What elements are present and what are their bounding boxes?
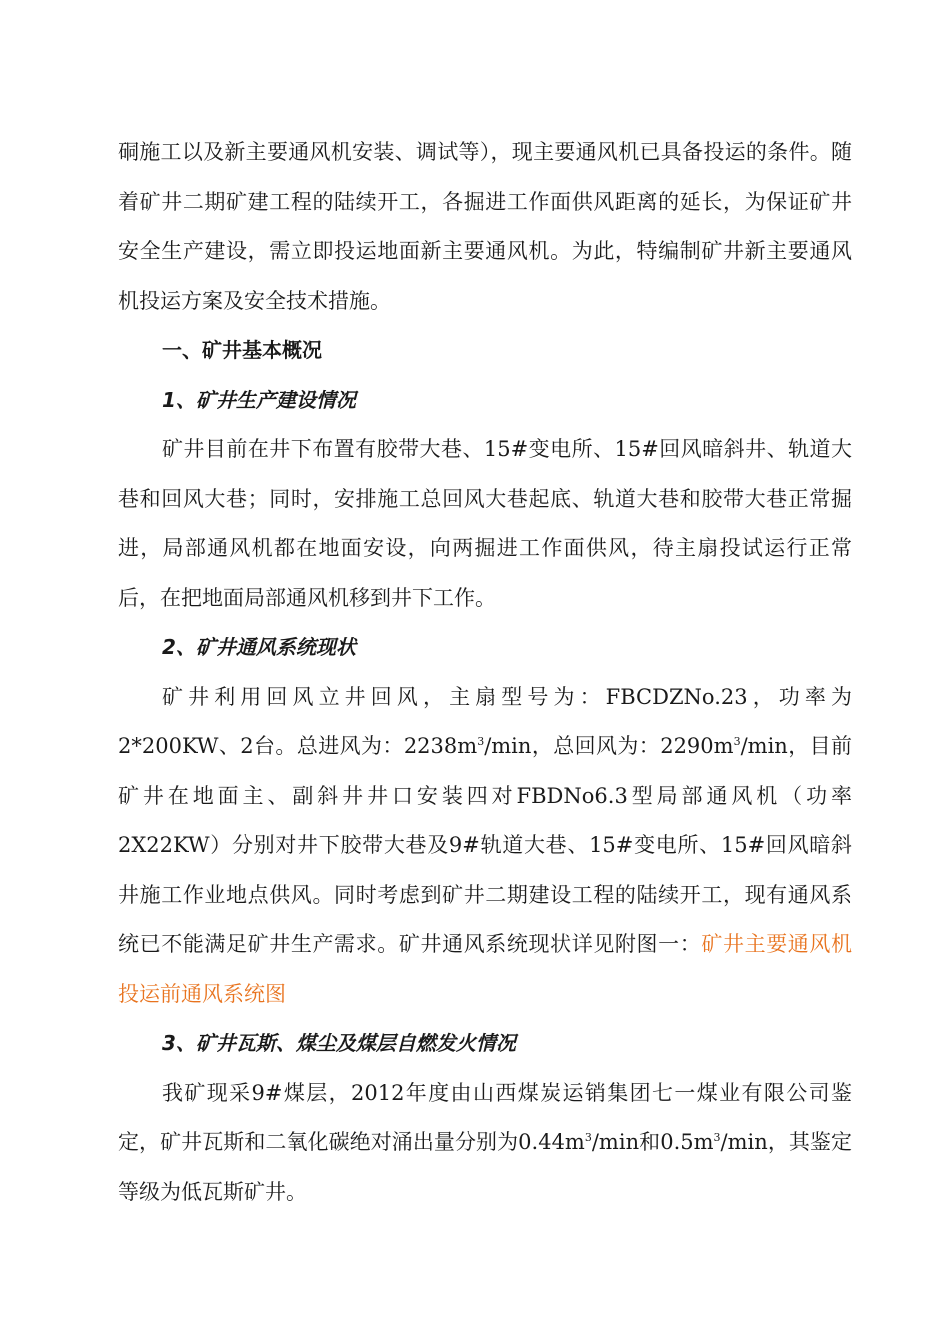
- section-heading: 一、矿井基本概况: [162, 338, 322, 362]
- ventilation-text-b: /min，总回风为：2290m: [484, 734, 734, 758]
- subsection-heading-2: 2、矿井通风系统现状: [162, 635, 356, 659]
- superscript-3: 3: [713, 1131, 721, 1144]
- subsection-2-paragraph: [118, 673, 852, 1020]
- subsection-3-paragraph: [118, 1069, 852, 1218]
- superscript-3: 3: [584, 1131, 592, 1144]
- gas-text-a: 我矿现采9#煤层，2012年度由山西煤炭运销集团七一煤业有限公司鉴定，矿井瓦斯和二氧化碳绝对涌出量分别为0.44m: [118, 1080, 852, 1154]
- intro-paragraph: 硐施工以及新主要通风机安装、调试等），现主要通风机已具备投运的条件。随着矿井二期矿建工程的陆续开工，各掘进工作面供风距离的延长，为保证矿井安全生产建设，需立即投运地面新主要通风机。为此，特编制矿井新主要通风机投运方案及安全技术措施。: [118, 140, 852, 313]
- gas-text-b: /min和0.5m: [591, 1130, 714, 1154]
- ventilation-text-a: 矿井利用回风立井回风，主扇型号为：FBCDZNo.23，功率为2*200KW、2台。总进风为：2238m: [118, 684, 852, 758]
- subsection-heading-3: 3、矿井瓦斯、煤尘及煤层自燃发火情况: [162, 1031, 516, 1055]
- subsection-1-paragraph: 矿井目前在井下布置有胶带大巷、15#变电所、15#回风暗斜井、轨道大巷和回风大巷；同时，安排施工总回风大巷起底、轨道大巷和胶带大巷正常掘进，局部通风机都在地面安设，向两掘进工作面供风，待主扇投试运行正常后，在把地面局部通风机移到井下工作。: [118, 437, 852, 610]
- subsection-heading-1: 1、矿井生产建设情况: [162, 387, 356, 412]
- superscript-3: 3: [477, 735, 485, 748]
- figure-reference-link[interactable]: 矿井主要通风机投运前通风系统图: [118, 932, 853, 1006]
- superscript-3: 3: [733, 735, 741, 748]
- gas-text-c: /min，其鉴定等级为低瓦斯矿井。: [118, 1130, 853, 1204]
- ventilation-text-c: /min，目前矿井在地面主、副斜井井口安装四对FBDNo6.3型局部通风机（功率2X22KW）分别对井下胶带大巷及9#轨道大巷、15#变电所、15#回风暗斜井施工作业地点供风。同时考虑到矿井二期建设工程的陆续开工，现有通风系统已不能满足矿井生产需求。矿井通风系统现状详见附图一：: [118, 734, 853, 956]
